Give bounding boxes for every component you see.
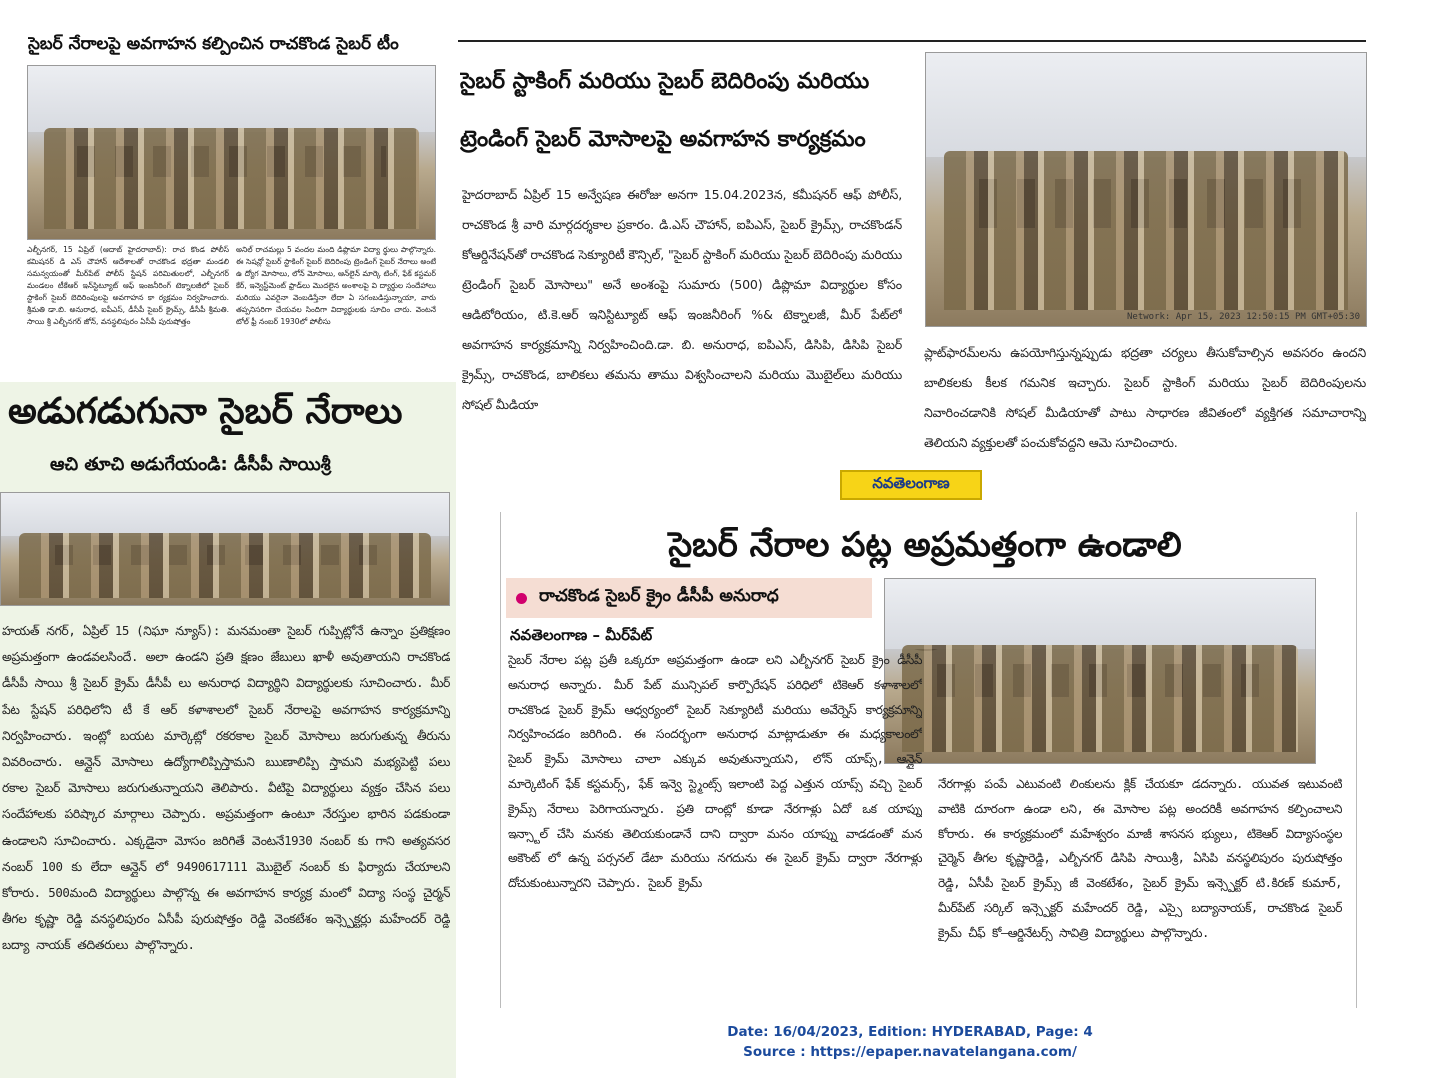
article4-byline: నవతెలంగాణ – మీర్‌పేట్ <box>510 626 653 644</box>
bullet-dot-icon <box>516 593 527 604</box>
article4-subhead <box>506 578 872 618</box>
navatelangana-logo: నవతెలంగాణ <box>840 470 982 500</box>
article4-right-rule <box>1356 512 1357 1008</box>
article2-body: హయత్ నగర్, ఏప్రిల్ 15 (నిఘా న్యూస్): మనమంతా సైబర్ గుప్పిట్లోనే ఉన్నాం ప్రతిక్షణం అప్రమత్తంగా ఉండవలసిందే. అలా ఉండని ప్రతి క్షణం జేబులు ఖాళీ అవుతాయని రాచకొండ డీసీపీ సాయి శ్రీ సైబర్ క్రైమ్ డీసీపీ లు అనురాధ విద్యార్థిని విద్యార్థులకు సూచించారు. మీర్ పేట స్టేషన్ పరిధిలోని టీ కే ఆర్ కళాశాలలో సైబర్ నేరాలపై అవగాహన కార్యక్రమాన్ని నిర్వహించారు. ఇంట్లో బయట మార్కెట్లో రకరకాల సైబర్ మోసాలు జరుగుతున్న తీరును వివరించారు. ఆన్లైన్ మోసాలు ఉద్యోగాలిప్పిస్తామని ఋణాలిప్పి స్తామని మభ్యపెట్టి పలు రకాల సైబర్ మోసాలు జరుగుతున్నాయని తెలిపారు. వీటిపై విద్యార్థులు వ్యక్తం చేసిన పలు సందేహాలకు పరిష్కార మార్గాలు చెప్పారు. అప్రమత్తంగా ఉంటూ నేరస్తుల భారిన పడకుండా ఉండాలని సూచించారు. ఎక్కడైనా మోసం జరిగితే వెంటనే1930 నంబర్ కు గాని అత్యవసర నంబర్ 100 కు లేదా ఆన్లైన్ లో 9490617111 మొబైల్ నంబర్ కు ఫిర్యాదు చేయాలని కోరారు. 500మంది విద్యార్థులు పాల్గొన్న ఈ అవగాహన కార్యక్ర మంలో విద్యా సంస్థ చైర్మన్ తీగల కృష్ణా రెడ్డి వనస్థలిపురం ఏసీపీ పురుషోత్తం రెడ్డి వెంకటేశం ఇన్స్పెక్టర్లు మహేందర్ రెడ్డి బద్యా నాయక్ తదితరులు పాల్గొన్నారు. <box>2 623 450 953</box>
footer <box>700 1022 1120 1062</box>
article2-subhead: ఆచి తూచి అడుగేయండి: డీసీపీ సాయిశ్రీ <box>50 454 331 475</box>
article4-body-right: నేరగాళ్లు పంపే ఎటువంటి లింకులను క్లిక్ చేయకూ డదన్నారు. యువత ఇటువంటి వాటికి దూరంగా ఉండా లని, ఈ మోసాల పట్ల అందరికీ అవగాహన కల్పించాలని కోరారు. ఈ కార్యక్రమంలో మహేశ్వరం మాజీ శాసనస భ్యులు, టికెఆర్ విద్యాసంస్థల చైర్మెన్ తీగల కృష్ణారెడ్డి, ఎల్బీనగర్ డిసిపి సాయిశ్రీ, ఏసిపి వనస్థలిపురం పురుషోత్తం రెడ్డి, ఏసీపీ సైబర్ క్రైమ్స్ జీ వెంకటేశం, సైబర్ క్రైమ్ ఇన్స్పెక్టర్ టి.కిరణ్ కుమార్, మీర్‌పేట్ సర్కిల్ ఇన్స్పెక్టర్ మహేందర్ రెడ్డి, ఎస్సై బద్యానాయక్, రాచకొండ సైబర్ క్రైమ్ చీఫ్ కో–ఆర్డినేటర్స్ సావిత్రి విద్యార్థులు పాల్గొన్నారు. <box>938 777 1342 940</box>
article1-column-1: ఎల్బీనగర్, 15 ఏప్రిల్ (ఆదాబ్ హైదరాబాద్): రాచ కొండ పోలీస్ కమిషనర్ డి ఎస్ చౌహాన్ ఆదేశాలతో రాచకొండ భద్రతా మండలి సమన్వయంతో మీర్‌పేట్ పోలీస్ స్టేషన్ పరిమితులలో, ఎల్బీనగర్ మండలం టీకేఆర్ ఇన్‌స్టిట్యూట్ ఆఫ్ ఇంజనీరింగ్ టెక్నాలజీలో సైబర్ స్టాకింగ్ సైబర్ బెదిరింపులపై అవగాహన కా ర్యక్రమం నిర్వహించారు. శ్రీమతి డా.బి. అనురాధ, ఐపీఎస్, డీసీపీ సైబర్ క్రైమ్స్, డీసీపీ శ్రీమతి. సాయి శ్రీ ఎల్బీనగర్ జోన్, వనస్థలిపురం ఏసీపీ పురుషోత్తం <box>27 245 229 326</box>
top-rule <box>458 40 1366 42</box>
article1-photo <box>27 65 436 240</box>
article4-headline: సైబర్ నేరాల పట్ల అప్రమత్తంగా ఉండాలి <box>668 525 1182 565</box>
article2-photo <box>0 492 450 606</box>
photo-timestamp: Network: Apr 15, 2023 12:50:15 PM GMT+05:30 <box>1127 312 1360 322</box>
article2-headline: అడుగడుగునా సైబర్ నేరాలు <box>8 391 403 432</box>
footer-date-edition: Date: 16/04/2023, Edition: HYDERABAD, Page: 4 <box>727 1024 1093 1040</box>
article3-photo <box>925 52 1367 327</box>
article1-headline: సైబర్ నేరాలపై అవగాహన కల్పించిన రాచకొండ సైబర్ టీం <box>28 34 399 54</box>
article4-photo <box>884 578 1316 764</box>
article4-left-rule <box>500 512 501 1008</box>
article4-subhead-text: రాచకొండ సైబర్ క్రైం డీసీపీ అనురాధ <box>539 586 779 606</box>
article3-body-left: హైదరాబాద్ ఏప్రిల్ 15 అన్వేషణ ఈరోజు అనగా 15.04.2023న, కమీషనర్ ఆఫ్ పోలీస్, రాచకొండ శ్రీ వారి మార్గదర్శకాల ప్రకారం. డి.ఎస్ చౌహాన్, ఐపిఎస్, సైబర్ క్రైమ్స్, రాచకొండన్ కోఆర్డినేషన్‌తో రాచకొండ సెక్యూరిటీ కౌన్సిల్, "సైబర్ స్టాకింగ్ మరియు సైబర్ బెదిరింపు మరియు ట్రెండింగ్ సైబర్ మోసాలు" అనే అంశంపై సుమారు (500) డిప్లొమా విద్యార్థుల కోసం ఆడిటోరియం, టి.కె.ఆర్ ఇనిస్టిట్యూట్ ఆఫ్ ఇంజనీరింగ్ %& టెక్నాలజీ, మీర్ పేట్‌లో అవగాహన కార్యక్రమాన్ని నిర్వహించింది.డా. బి. అనురాధ, ఐపిఎస్, డిసిపి, డిసిపి సైబర్ క్రైమ్స్, రాచకొండ, బాలికలు తమను తాము విశ్వసించాలని మరియు మొబైల్‌లు మరియు సోషల్ మీడియా <box>462 187 902 412</box>
article4-body-left: సైబర్ నేరాల పట్ల ప్రతీ ఒక్కరూ అప్రమత్తంగా ఉండా లని ఎల్బీనగర్ సైబర్ క్రైం డీసీపీ అనురాధ అన్నారు. మీర్ పేట్ మున్సిపల్ కార్పొరేషన్ పరిధిలో టికెఆర్ కళాశాలలో రాచకొండ సైబర్ క్రైమ్ ఆధ్వర్యంలో సైబర్ సెక్యూరిటీ మరియు అవేర్నెస్ కార్యక్రమాన్ని నిర్వహించడం జరిగింది. ఈ సందర్భంగా అనురాధ మాట్లాడుతూ ఈ మధ్యకాలంలో సైబర్ క్రైమ్ మోసాలు చాలా ఎక్కువ అవుతున్నాయని, లోన్ యాప్స్, ఆన్లైన్ మార్కెటింగ్ ఫేక్ కస్టమర్స్, ఫేక్ ఇన్వె స్ట్మెంట్స్ ఇలాంటి పెద్ద ఎత్తున యాప్స్ వచ్చి సైబర్ క్రైమ్స్ నేరాలు పెరిగాయన్నారు. ప్రతి దాంట్లో కూడా నేరగాళ్లు ఏదో ఒక యాప్ను ఇన్స్టాల్ చేసి మనకు తెలియకుండానే దాని ద్వారా మనం యాప్ను వాడడంతో మన అకౌంట్ లో ఉన్న పర్సనల్ డేటా మరియు నగదును ఈ సైబర్ క్రైమ్ ద్వారా నేరగాళ్లు దోచుకుంటున్నారని చెప్పారు. సైబర్ క్రైమ్ <box>508 653 922 891</box>
footer-source: Source : https://epaper.navatelangana.com/ <box>743 1044 1077 1060</box>
article3-headline-line1: సైబర్ స్టాకింగ్ మరియు సైబర్ బెదిరింపు మరియు <box>460 69 870 94</box>
article3-headline-line2: ట్రెండింగ్ సైబర్ మోసాలపై అవగాహన కార్యక్రమం <box>460 127 866 152</box>
article1-column-2: అనిల్ రాచమల్లు 5 వందల మంది డిప్లొమా విద్యా ర్థులు పాల్గొన్నారు. ఈ సెషన్లో సైబర్ స్టాకింగ్ సైబర్ బెదిరింపు ట్రెండింగ్ సైబర్ నేరాలు అంటే ఉ ద్యోగ మోసాలు, లోన్ మోసాలు, ఆన్‌లైన్ మార్కె టింగ్, ఫేక్ కస్టమర్ కేర్, ఇన్వెస్ట్‌మెంట్ ఫ్రాడ్‌లు మొదలైన అంశాలపై వి ద్యార్థుల సందేహాలు మరియు ఎవరైనా వెంబడిస్తేనా లేదా ఏ సగంబడిస్తున్నాయా, వారు తప్పనిసరిగా చేయవల సిందిగా విద్యార్థులకు సూచిం చారు. వెంటనే టోల్ ఫ్రీ నంబర్ 1930లో పోలీసు <box>236 245 436 326</box>
article3-body-right: ప్లాట్‌ఫారమ్‌లను ఉపయోగిస్తున్నప్పుడు భద్రతా చర్యలు తీసుకోవాల్సిన అవసరం ఉందని బాలికలకు కీలక గమనిక ఇచ్చారు. సైబర్ స్టాకింగ్ మరియు సైబర్ బెదిరింపులను నివారించడానికి సోషల్ మీడియాతో పాటు సాధారణ జీవితంలో వ్యక్తిగత సమాచారాన్ని తెలియని వ్యక్తులతో పంచుకోవద్దని ఆమె సూచించారు. <box>924 345 1366 450</box>
